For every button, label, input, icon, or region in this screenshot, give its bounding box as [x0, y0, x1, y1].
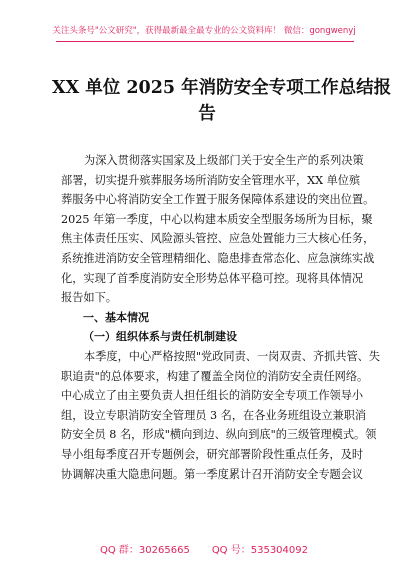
intro-line: 报告如下。: [61, 291, 117, 305]
document-body: [61, 151, 381, 484]
section-paragraph-line: 导小组每季度召开专题例会，研究部署阶段性重点任务，及时: [61, 447, 364, 461]
section-paragraph-line: 防安全员 8 名，形成"横向到边、纵向到底"的三级管理模式。领: [61, 428, 377, 442]
footer-qq-group: QQ 群：30265665: [99, 545, 190, 556]
footer-qq-number: QQ 号：535304092: [211, 545, 308, 556]
intro-line: 焦主体责任压实、风险源头管控、应急处置能力三大核心任务，: [61, 232, 375, 246]
footer-contact: [0, 541, 408, 556]
document-title: [52, 75, 392, 127]
subsection-heading-organization: （一）组织体系与责任机制建设: [83, 330, 237, 344]
intro-line: 葬服务中心将消防安全工作置于服务保障体系建设的突出位置。: [61, 193, 375, 207]
section-paragraph-line: 职追责"的总体要求，构建了覆盖全岗位的消防安全责任网络。: [61, 369, 369, 383]
header-divider: [56, 41, 354, 42]
intro-line: 部署，切实提升殡葬服务场所消防安全管理水平，XX 单位殡: [61, 173, 361, 187]
intro-line: 系统推进消防安全管理精细化、隐患排查常态化、应急演练实战: [61, 251, 375, 265]
section-paragraph-line: 本季度，中心严格按照"党政同责、一岗双责、齐抓共管、失: [84, 349, 381, 363]
intro-line: 2025 年第一季度，中心以构建本质安全型服务场所为目标，聚: [61, 212, 373, 226]
header-notice: 关注头条号"公文研究"，获得最新最全最专业的公文资料库！ 微信：gongwenyj: [52, 26, 356, 36]
document-title-line-1: XX 单位 2025 年消防安全专项工作总结报: [52, 78, 392, 98]
section-paragraph-line: 组，设立专职消防安全管理员 3 名，在各业务班组设立兼职消: [61, 408, 367, 422]
document-title-line-2: 告: [198, 104, 216, 124]
section-heading-basic-situation: 一、基本情况: [83, 310, 149, 324]
intro-line: 化，实现了首季度消防安全形势总体平稳可控。现将具体情况: [61, 271, 364, 285]
section-paragraph-line: 协调解决重大隐患问题。第一季度累计召开消防安全专题会议: [61, 467, 364, 481]
intro-line: 为深入贯彻落实国家及上级部门关于安全生产的系列决策: [84, 154, 364, 167]
section-paragraph-line: 中心成立了由主要负责人担任组长的消防安全专项工作领导小: [61, 389, 364, 403]
